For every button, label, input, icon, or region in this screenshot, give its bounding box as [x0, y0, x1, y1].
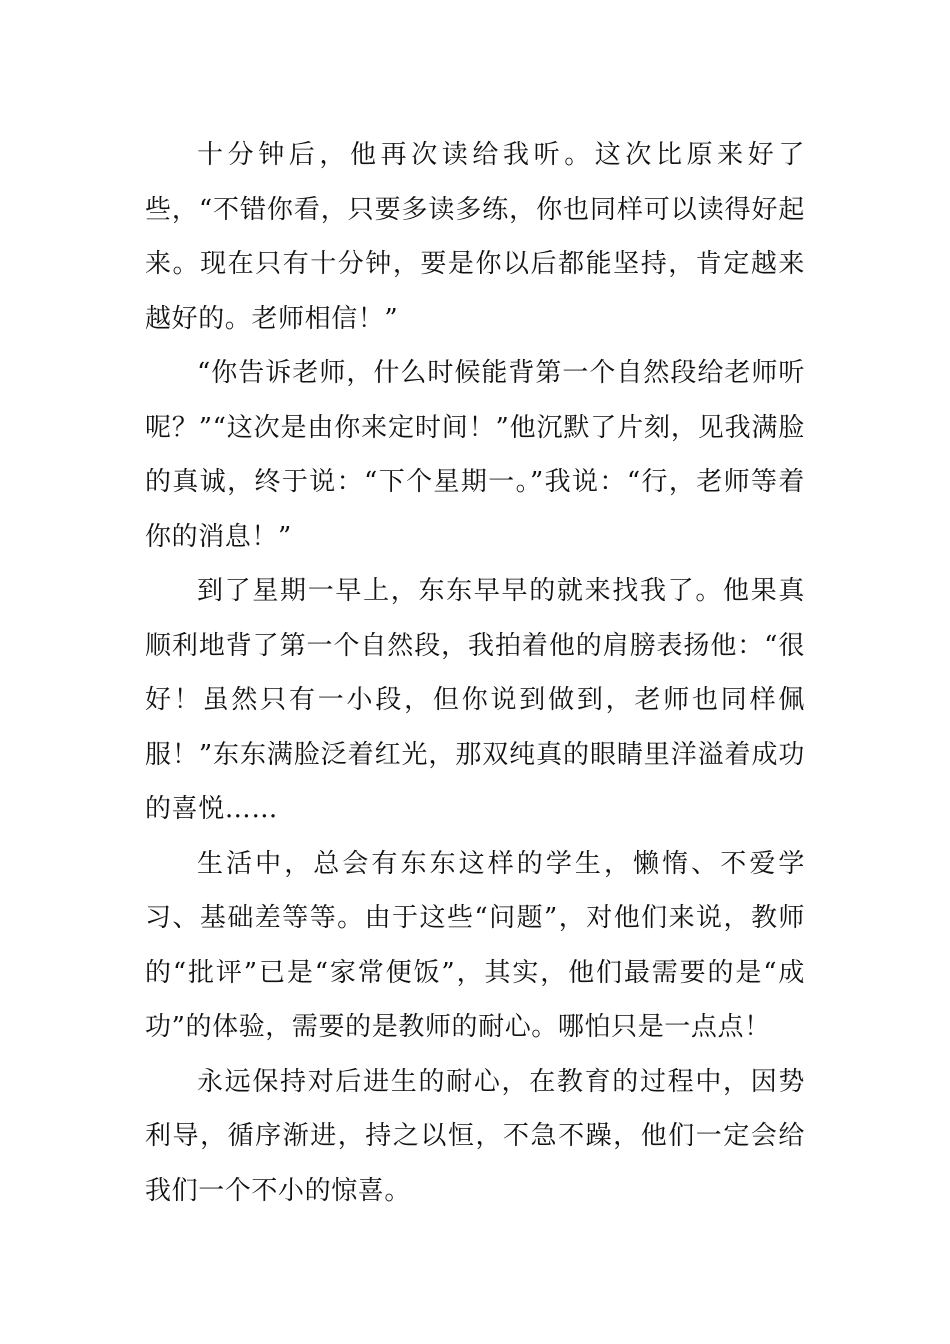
paragraph-2: “你告诉老师，什么时候能背第一个自然段给老师听呢？”“这次是由你来定时间！”他沉默了片刻，见我满脸的真诚，终于说：“下个星期一。”我说：“行，老师等着你的消息！” [145, 358, 805, 552]
document-body [145, 128, 805, 1218]
paragraph-3: 到了星期一早上，东东早早的就来找我了。他果真顺利地背了第一个自然段，我拍着他的肩膀表扬他：“很好！虽然只有一小段，但你说到做到，老师也同样佩服！”东东满脸泛着红光，那双纯真的眼睛里洋溢着成功的喜悦…… [145, 576, 805, 824]
paragraph-5: 永远保持对后进生的耐心，在教育的过程中，因势利导，循序渐进，持之以恒，不急不躁，他们一定会给我们一个不小的惊喜。 [145, 1066, 805, 1206]
paragraph-1: 十分钟后，他再次读给我听。这次比原来好了些，“不错你看，只要多读多练，你也同样可以读得好起来。现在只有十分钟，要是你以后都能坚持，肯定越来越好的。老师相信！” [145, 140, 805, 334]
paragraph-4: 生活中，总会有东东这样的学生，懒惰、不爱学习、基础差等等。由于这些“问题”，对他们来说，教师的“批评”已是“家常便饭”，其实，他们最需要的是“成功”的体验，需要的是教师的耐心。哪怕只是一点点！ [145, 848, 805, 1042]
